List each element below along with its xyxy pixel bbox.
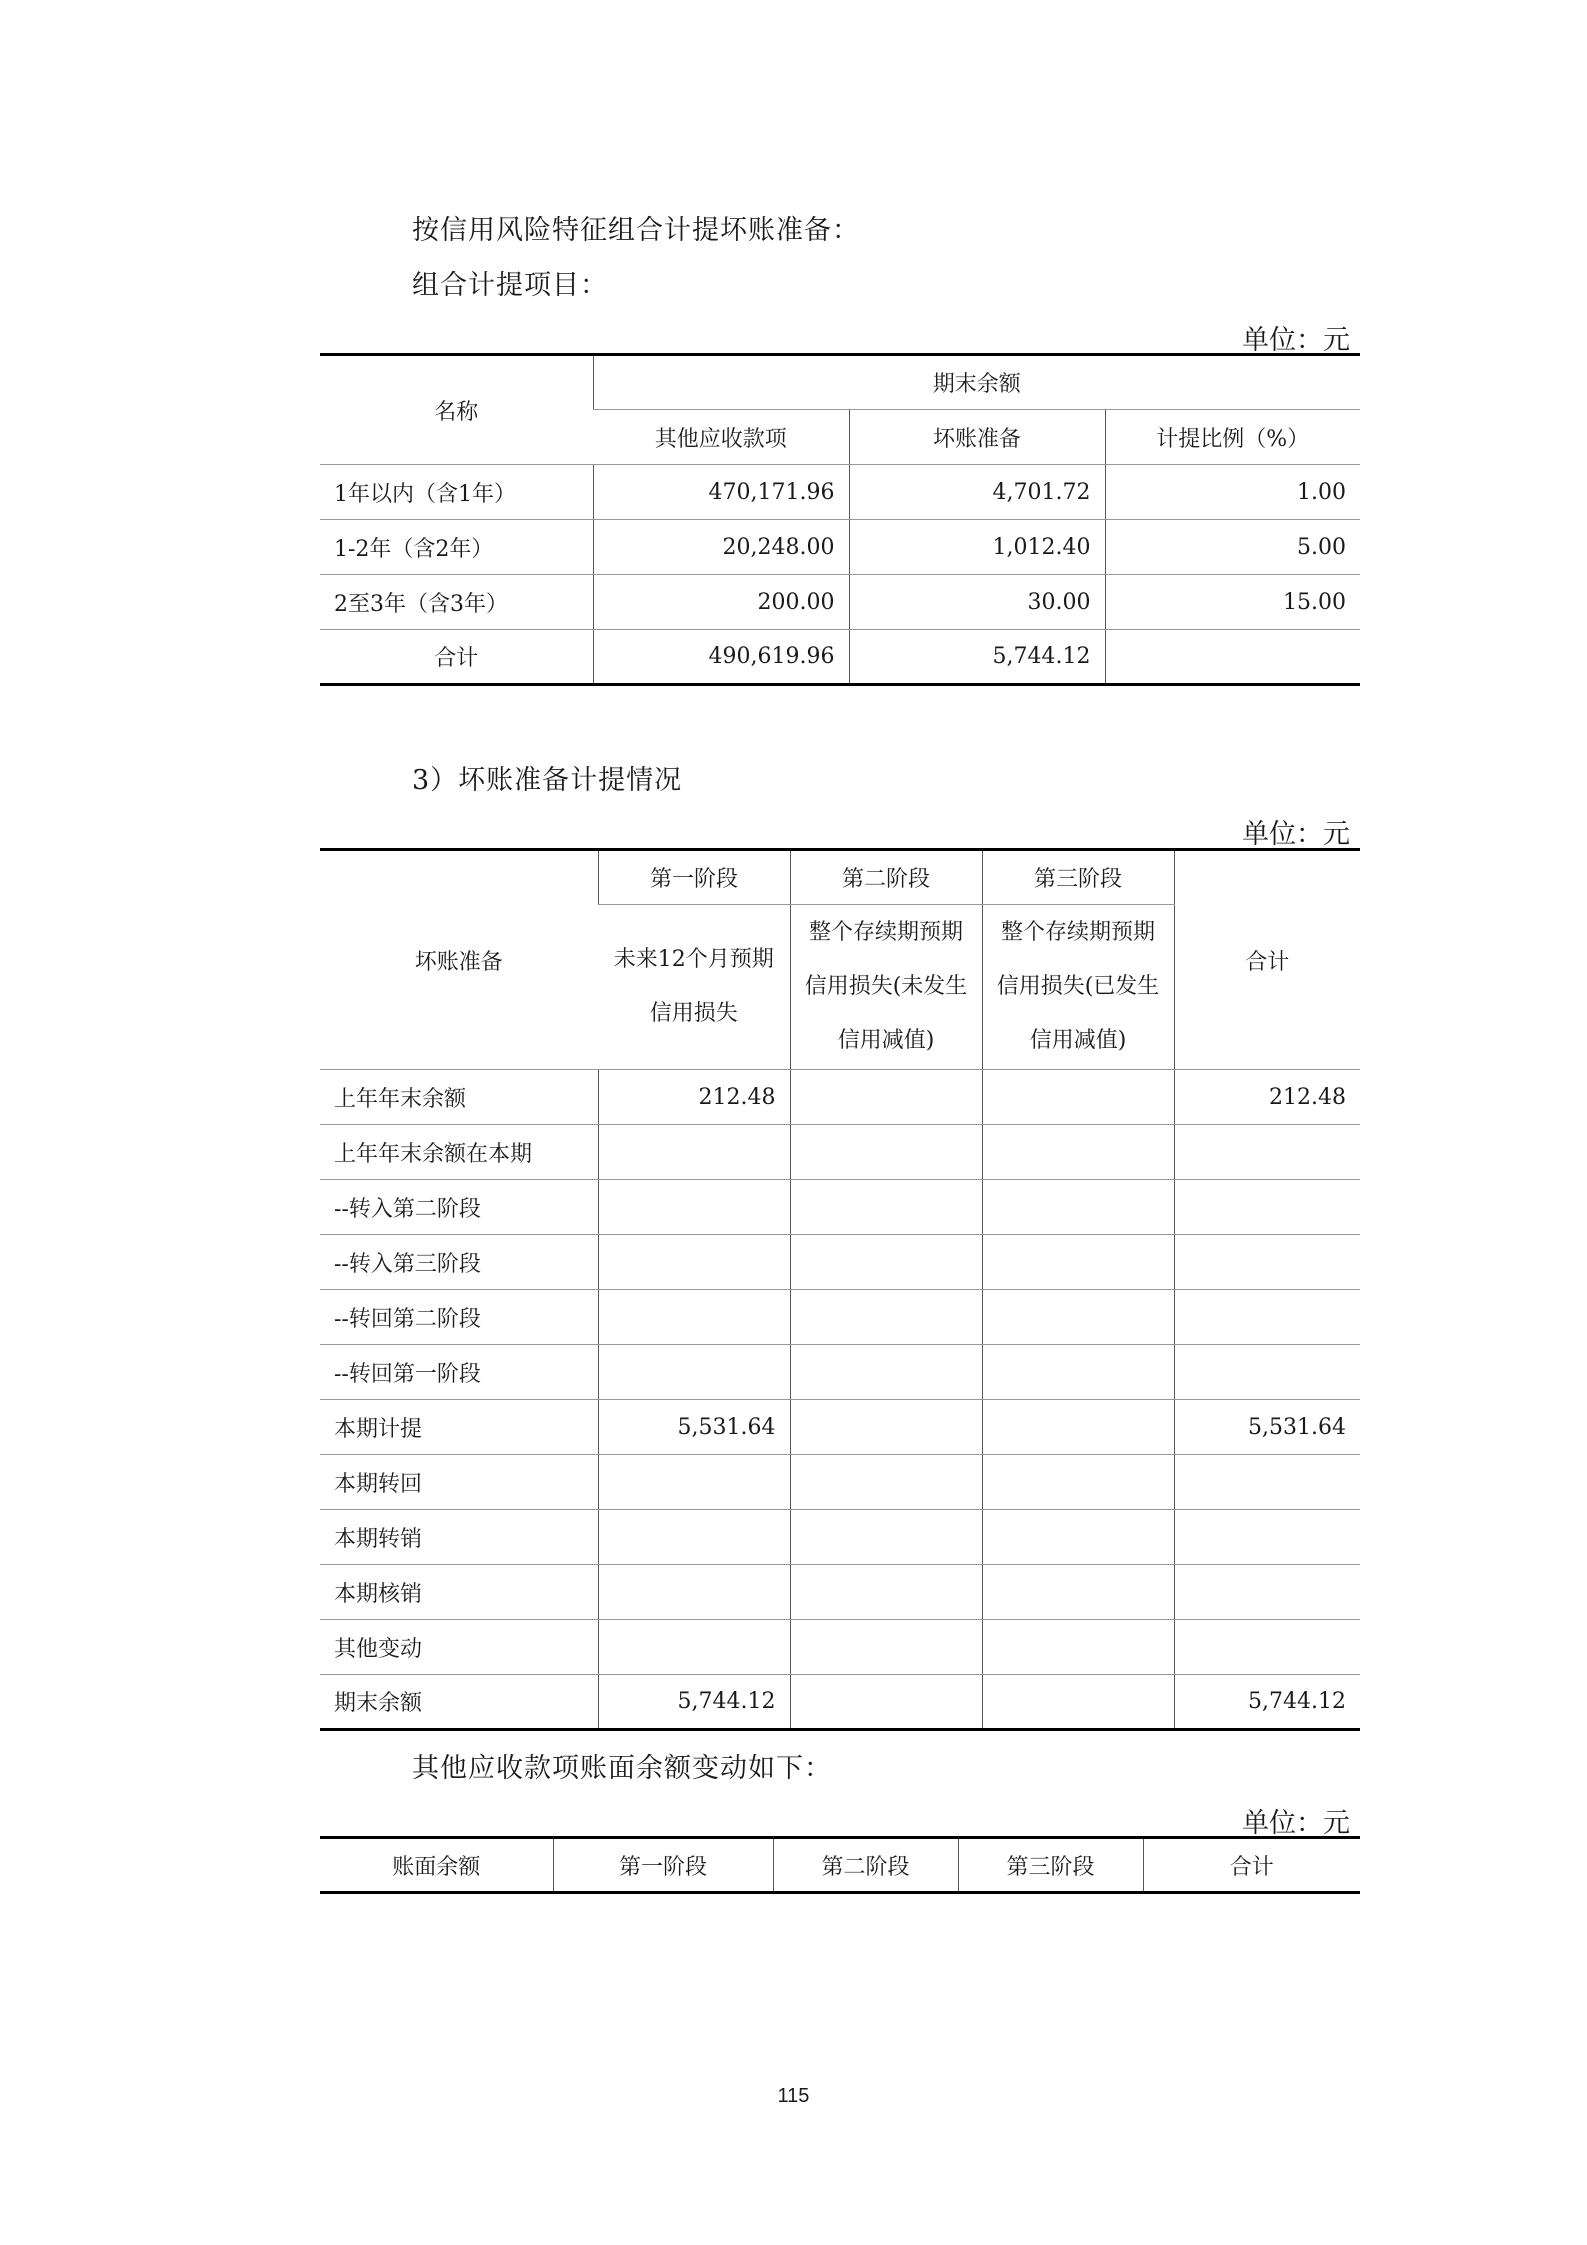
table-row-total bbox=[320, 630, 1360, 685]
row-total bbox=[1174, 1235, 1360, 1290]
row-stage1: 5,531.64 bbox=[598, 1400, 790, 1455]
row-total: 5,531.64 bbox=[1174, 1400, 1360, 1455]
table-row bbox=[320, 575, 1360, 630]
stage2-header: 第二阶段 bbox=[790, 850, 982, 905]
row-provision: 30.00 bbox=[849, 575, 1105, 630]
stage3-desc: 整个存续期预期信用损失(已发生信用减值) bbox=[982, 905, 1174, 1070]
col-name-header: 名称 bbox=[320, 355, 593, 465]
combination-provision-table bbox=[320, 353, 1360, 686]
intro-line-2: 组合计提项目： bbox=[412, 270, 608, 301]
row-total: 5,744.12 bbox=[1174, 1675, 1360, 1730]
row-stage1 bbox=[598, 1125, 790, 1180]
table-row bbox=[320, 1235, 1360, 1290]
row-receivable: 20,248.00 bbox=[593, 520, 849, 575]
row-total: 212.48 bbox=[1174, 1070, 1360, 1125]
row-provision: 5,744.12 bbox=[849, 630, 1105, 685]
row-provision: 4,701.72 bbox=[849, 465, 1105, 520]
col-provision-header: 坏账准备 bbox=[849, 410, 1105, 465]
table3-unit: 单位：元 bbox=[1242, 1808, 1350, 1839]
row-stage2 bbox=[790, 1455, 982, 1510]
row-stage3 bbox=[982, 1455, 1174, 1510]
table-row bbox=[320, 1620, 1360, 1675]
row-label: 期末余额 bbox=[334, 1691, 423, 1716]
col-label-header: 账面余额 bbox=[392, 1854, 481, 1880]
row-label: --转回第二阶段 bbox=[320, 1290, 598, 1345]
row-stage1 bbox=[598, 1455, 790, 1510]
section3-title: 3）坏账准备计提情况 bbox=[412, 765, 683, 796]
table-row bbox=[320, 1180, 1360, 1235]
stage3-header: 第三阶段 bbox=[958, 1838, 1143, 1893]
row-stage3 bbox=[982, 1345, 1174, 1400]
row-stage3 bbox=[982, 1565, 1174, 1620]
col-receivable-header: 其他应收款项 bbox=[593, 410, 849, 465]
intro-line-1: 按信用风险特征组合计提坏账准备： bbox=[412, 215, 860, 246]
row-stage2 bbox=[790, 1565, 982, 1620]
row-ratio: 15.00 bbox=[1105, 575, 1360, 630]
row-stage2 bbox=[790, 1675, 982, 1730]
provision-movement-table bbox=[320, 848, 1360, 1731]
table-row bbox=[320, 1510, 1360, 1565]
row-total bbox=[1174, 1620, 1360, 1675]
table-row bbox=[320, 1400, 1360, 1455]
row-total bbox=[1174, 1565, 1360, 1620]
table-row bbox=[320, 465, 1360, 520]
row-label: 其他变动 bbox=[320, 1620, 598, 1675]
row-stage3 bbox=[982, 1125, 1174, 1180]
row-ratio: 1.00 bbox=[1105, 465, 1360, 520]
row-stage3 bbox=[982, 1290, 1174, 1345]
col-total-header: 合计 bbox=[1174, 850, 1360, 1070]
row-total bbox=[1174, 1125, 1360, 1180]
row-label: 本期转回 bbox=[320, 1455, 598, 1510]
row-name: 1-2年（含2年） bbox=[320, 520, 593, 575]
row-name: 1年以内（含1年） bbox=[320, 465, 593, 520]
row-stage2 bbox=[790, 1510, 982, 1565]
row-provision: 1,012.40 bbox=[849, 520, 1105, 575]
row-stage1 bbox=[598, 1180, 790, 1235]
row-stage2 bbox=[790, 1070, 982, 1125]
row-stage1 bbox=[598, 1235, 790, 1290]
row-name: 2至3年（含3年） bbox=[320, 575, 593, 630]
row-stage3 bbox=[982, 1180, 1174, 1235]
row-stage3 bbox=[982, 1510, 1174, 1565]
table1-unit: 单位：元 bbox=[1242, 325, 1350, 356]
row-stage1: 212.48 bbox=[598, 1070, 790, 1125]
row-stage2 bbox=[790, 1345, 982, 1400]
row-stage2 bbox=[790, 1620, 982, 1675]
row-label: --转入第三阶段 bbox=[320, 1235, 598, 1290]
row-total bbox=[1174, 1455, 1360, 1510]
table-row-total bbox=[320, 1675, 1360, 1730]
table2-unit: 单位：元 bbox=[1242, 819, 1350, 850]
table-row bbox=[320, 1455, 1360, 1510]
row-total bbox=[1174, 1345, 1360, 1400]
row-stage1 bbox=[598, 1290, 790, 1345]
col-total-header: 合计 bbox=[1143, 1838, 1360, 1893]
stage2-header: 第二阶段 bbox=[773, 1838, 958, 1893]
row-stage2 bbox=[790, 1125, 982, 1180]
table-row bbox=[320, 1125, 1360, 1180]
col-ratio-header: 计提比例（%） bbox=[1105, 410, 1360, 465]
row-stage3 bbox=[982, 1675, 1174, 1730]
row-stage2 bbox=[790, 1400, 982, 1455]
row-stage1 bbox=[598, 1565, 790, 1620]
row-label: 本期计提 bbox=[320, 1400, 598, 1455]
row-label: --转入第二阶段 bbox=[320, 1180, 598, 1235]
row-ratio: 5.00 bbox=[1105, 520, 1360, 575]
row-label: 本期转销 bbox=[320, 1510, 598, 1565]
row-stage1: 5,744.12 bbox=[598, 1675, 790, 1730]
row-receivable: 490,619.96 bbox=[593, 630, 849, 685]
page-number: 115 bbox=[777, 2085, 810, 2107]
row-stage2 bbox=[790, 1290, 982, 1345]
row-name: 合计 bbox=[434, 646, 479, 671]
row-total bbox=[1174, 1180, 1360, 1235]
table-row bbox=[320, 520, 1360, 575]
row-total bbox=[1174, 1510, 1360, 1565]
stage1-header: 第一阶段 bbox=[598, 850, 790, 905]
book-balance-table bbox=[320, 1836, 1360, 1894]
row-stage2 bbox=[790, 1180, 982, 1235]
stage2-desc: 整个存续期预期信用损失(未发生信用减值) bbox=[790, 905, 982, 1070]
stage1-header: 第一阶段 bbox=[553, 1838, 773, 1893]
row-label: 上年年末余额在本期 bbox=[320, 1125, 598, 1180]
row-stage2 bbox=[790, 1235, 982, 1290]
table-row bbox=[320, 1345, 1360, 1400]
stage3-header: 第三阶段 bbox=[982, 850, 1174, 905]
table-row bbox=[320, 1565, 1360, 1620]
table-row bbox=[320, 1070, 1360, 1125]
row-stage1 bbox=[598, 1510, 790, 1565]
row-receivable: 200.00 bbox=[593, 575, 849, 630]
row-label: 上年年末余额 bbox=[320, 1070, 598, 1125]
row-total bbox=[1174, 1290, 1360, 1345]
row-stage1 bbox=[598, 1345, 790, 1400]
stage1-desc: 未来12个月预期信用损失 bbox=[598, 905, 790, 1070]
row-label: 本期核销 bbox=[320, 1565, 598, 1620]
row-stage3 bbox=[982, 1400, 1174, 1455]
row-stage3 bbox=[982, 1620, 1174, 1675]
row-stage1 bbox=[598, 1620, 790, 1675]
row-ratio bbox=[1105, 630, 1360, 685]
table-row bbox=[320, 1290, 1360, 1345]
row-receivable: 470,171.96 bbox=[593, 465, 849, 520]
section4-title: 其他应收款项账面余额变动如下： bbox=[412, 1753, 832, 1784]
row-stage3 bbox=[982, 1070, 1174, 1125]
row-label: --转回第一阶段 bbox=[320, 1345, 598, 1400]
col-label-header: 坏账准备 bbox=[320, 850, 598, 1070]
group-header-ending-balance: 期末余额 bbox=[593, 355, 1360, 410]
row-stage3 bbox=[982, 1235, 1174, 1290]
